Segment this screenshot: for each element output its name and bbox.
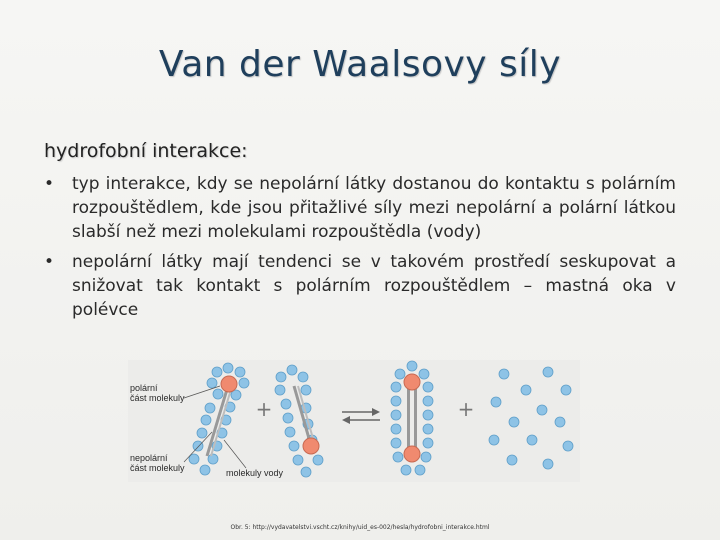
water-molecule <box>223 363 233 373</box>
plus-sign-1: + <box>255 397 273 421</box>
water-molecule <box>419 369 429 379</box>
water-molecule <box>521 385 531 395</box>
water-molecule <box>415 465 425 475</box>
water-molecule <box>423 396 433 406</box>
water-molecule <box>283 413 293 423</box>
water-molecule <box>285 427 295 437</box>
polar-head-left <box>221 376 237 392</box>
water-molecule <box>208 454 218 464</box>
figure-caption: Obr. 5: http://vydavatelstvi.vscht.cz/knihy/uid_es-002/hesla/hydrofobni_interakce.html <box>230 524 490 531</box>
water-molecule <box>393 452 403 462</box>
water-molecule <box>423 438 433 448</box>
hydrophobic-interaction-figure <box>128 360 580 482</box>
water-molecule <box>423 382 433 392</box>
figure-svg <box>128 360 580 482</box>
water-molecule <box>239 378 249 388</box>
water-molecule <box>401 465 411 475</box>
water-molecule <box>276 372 286 382</box>
label-polar-line1: polární <box>130 383 158 393</box>
water-molecule <box>313 455 323 465</box>
water-molecule <box>509 417 519 427</box>
water-molecule <box>197 428 207 438</box>
water-molecule <box>289 441 299 451</box>
water-molecule <box>213 389 223 399</box>
water-molecule <box>235 367 245 377</box>
water-molecule <box>293 455 303 465</box>
plus-sign-2: + <box>457 397 475 421</box>
water-molecule <box>201 415 211 425</box>
bullet-dot: • <box>44 252 55 272</box>
water-molecule <box>391 438 401 448</box>
water-molecule <box>527 435 537 445</box>
water-molecule <box>275 385 285 395</box>
bullet-list <box>44 172 676 328</box>
water-molecule <box>281 399 291 409</box>
water-molecule <box>489 435 499 445</box>
water-molecule <box>301 385 311 395</box>
water-molecule <box>491 397 501 407</box>
label-polar-line2: část molekuly <box>130 393 185 403</box>
label-water: molekuly vody <box>226 468 284 478</box>
slide-title: Van der Waalsovy síly <box>158 44 562 85</box>
water-molecule <box>561 385 571 395</box>
water-molecule <box>423 424 433 434</box>
water-molecule <box>391 396 401 406</box>
water-molecule <box>543 459 553 469</box>
water-molecule <box>200 465 210 475</box>
water-molecule <box>207 378 217 388</box>
water-molecule <box>391 410 401 420</box>
label-nonpolar-line2: část molekuly <box>130 463 185 473</box>
water-molecule <box>507 455 517 465</box>
water-molecule <box>555 417 565 427</box>
water-molecule <box>193 441 203 451</box>
water-molecule <box>407 361 417 371</box>
water-molecule <box>499 369 509 379</box>
polar-head-aggregate-top <box>404 374 420 390</box>
water-molecule <box>563 441 573 451</box>
bullet-text: typ interakce, kdy se nepolární látky dostanou do kontaktu s polárním rozpouštědlem, kde jsou přitažlivé síly mezi nepolární a polární látkou slabší než mezi molekulami rozpouštědla (vody) <box>72 174 676 242</box>
water-molecule <box>421 452 431 462</box>
bullet-dot: • <box>44 174 55 194</box>
bullet-item <box>44 172 676 244</box>
slide-subtitle: hydrofobní interakce: <box>44 140 248 162</box>
water-molecule <box>543 367 553 377</box>
water-molecule <box>391 382 401 392</box>
bullet-item <box>44 250 676 322</box>
water-molecule <box>205 403 215 413</box>
water-molecule <box>537 405 547 415</box>
water-molecule <box>301 467 311 477</box>
water-molecule <box>212 367 222 377</box>
water-molecule <box>391 424 401 434</box>
water-molecule <box>423 410 433 420</box>
water-molecule <box>395 369 405 379</box>
water-molecule <box>287 365 297 375</box>
label-nonpolar-line1: nepolární <box>130 453 168 463</box>
polar-head-middle <box>303 438 319 454</box>
water-molecule <box>298 372 308 382</box>
polar-head-aggregate-bottom <box>404 446 420 462</box>
bullet-text: nepolární látky mají tendenci se v takovém prostředí seskupovat a snižovat tak kontakt s polárním rozpouštědlem – mastná oka v polévce <box>72 252 676 320</box>
